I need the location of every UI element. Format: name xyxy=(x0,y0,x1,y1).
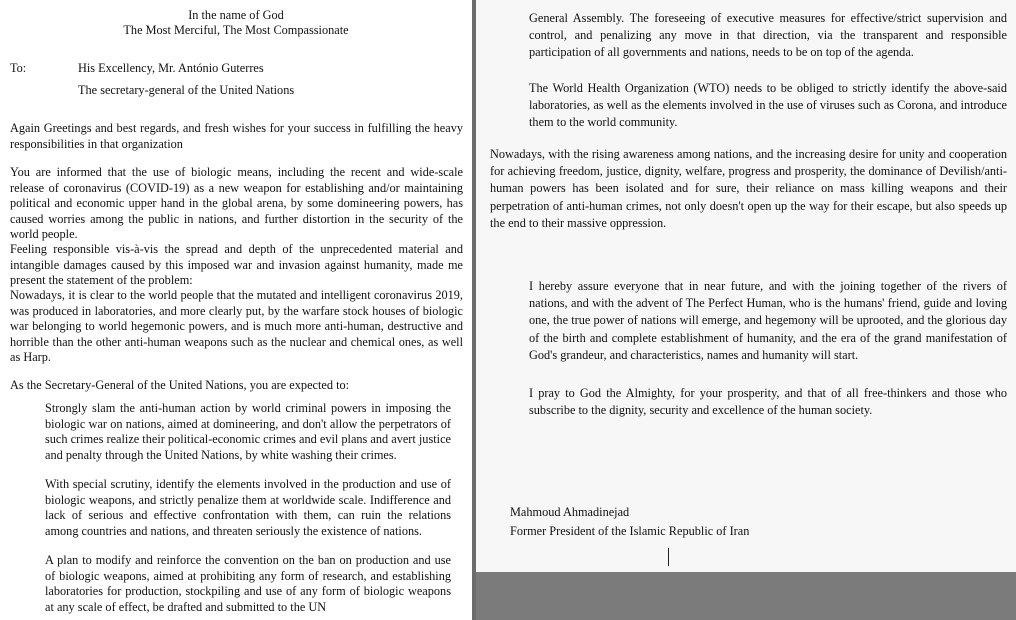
addressee-name: His Excellency, Mr. António Guterres xyxy=(78,61,264,75)
item-plan: A plan to modify and reinforce the convention on the ban on production and use of biologic weapons, aimed at prohibiting any form of research, and establishing laboratories for production, stockpiling and use of any form of biologic weapons at any scale of effect, be drafted and submitted to the UN xyxy=(45,553,451,614)
letter-page-left xyxy=(0,0,472,620)
header-invocation: In the name of God xyxy=(188,8,284,22)
paragraph-awareness: Nowadays, with the rising awareness among nations, and the increasing desire for unity and cooperation for achieving freedom, justice, dignity, welfare, progress and prosperity, the dominance of Devilish/anti-human powers has been isolated and for sure, their reliance on mass killing weapons and their perpetration of anti-human crimes, not only doesn't open up the way for their escape, but also speeds up the end to their massive oppression. xyxy=(490,147,1007,230)
signature-title: Former President of the Islamic Republic of Iran xyxy=(510,524,750,538)
to-label: To: xyxy=(10,61,27,75)
paragraph-assure: I hereby assure everyone that in near future, and with the joining together of the rivers of nations, and with the advent of The Perfect Human, who is the humans' friend, guide and loving one, the true power of nations will emerge, and hegemony will be uprooted, and the glorious day of the birth and complete establishment of humanity, and the era of the grand manifestation of God's grandeur, and characteristics, names and humanity will start. xyxy=(529,279,1007,362)
paragraph-informed: You are informed that the use of biologic means, including the recent and wide-scale release of coronavirus (COVID-19) as a new weapon for establishing and/or maintaining political and economic upper hand in the global arena, by some domineering powers, has caused worries among the public in nations, and further distortion in the security of the world people. xyxy=(10,165,463,242)
addressee-title: The secretary-general of the United Nations xyxy=(78,83,295,97)
viewer-background xyxy=(476,572,1016,620)
letter-page-right xyxy=(476,0,1016,572)
paragraph-pray: I pray to God the Almighty, for your prosperity, and that of all free-thinkers and those who subscribe to the dignity, security and excellence of the human society. xyxy=(529,386,1007,418)
item-who: The World Health Organization (WTO) needs to be obliged to strictly identify the above-said laboratories, as well as the elements involved in the use of viruses such as Corona, and introduce them to the world community. xyxy=(529,81,1007,130)
expected-intro: As the Secretary-General of the United Nations, you are expected to: xyxy=(10,378,350,392)
item-scrutiny: With special scrutiny, identify the elements involved in the production and use of biologic weapons, and strictly penalize them at worldwide scale. Indifference and lack of serious and effective confrontation with them, can ruin the relations among countries and nations, and threaten seriously the existence of nations. xyxy=(45,477,451,538)
signature-name: Mahmoud Ahmadinejad xyxy=(510,505,630,519)
header-subtitle: The Most Merciful, The Most Compassionate xyxy=(123,23,349,37)
text-cursor xyxy=(668,548,669,566)
greeting-paragraph: Again Greetings and best regards, and fresh wishes for your success in fulfilling the heavy responsibilities in that organization xyxy=(10,121,463,151)
item-slam: Strongly slam the anti-human action by world criminal powers in imposing the biologic war on nations, aimed at domineering, and don't allow the perpetrators of such crimes realize their political-economic crimes and evil plans and avert justice and penalty through the United Nations, by white washing their crimes. xyxy=(45,401,451,462)
paragraph-nowadays-coronavirus: Nowadays, it is clear to the world people that the mutated and intelligent coronavirus 2019, was produced in laboratories, and more clearly put, by the warfare stock houses of biologic war belonging to world hegemonic powers, and is much more anti-human, destructive and horrible than the other anti-human weapons such as the nuclear and chemical ones, as well as Harp. xyxy=(10,288,463,365)
item-plan-continued: General Assembly. The foreseeing of executive measures for effective/strict supervision and control, and penalizing any move in that direction, via the transparent and responsible participation of all governments and nations, needs to be on top of the agenda. xyxy=(529,11,1007,60)
paragraph-responsible: Feeling responsible vis-à-vis the spread and depth of the unprecedented material and intangible damages caused by this imposed war and invasion against humanity, made me present the statement of the problem: xyxy=(10,242,463,288)
